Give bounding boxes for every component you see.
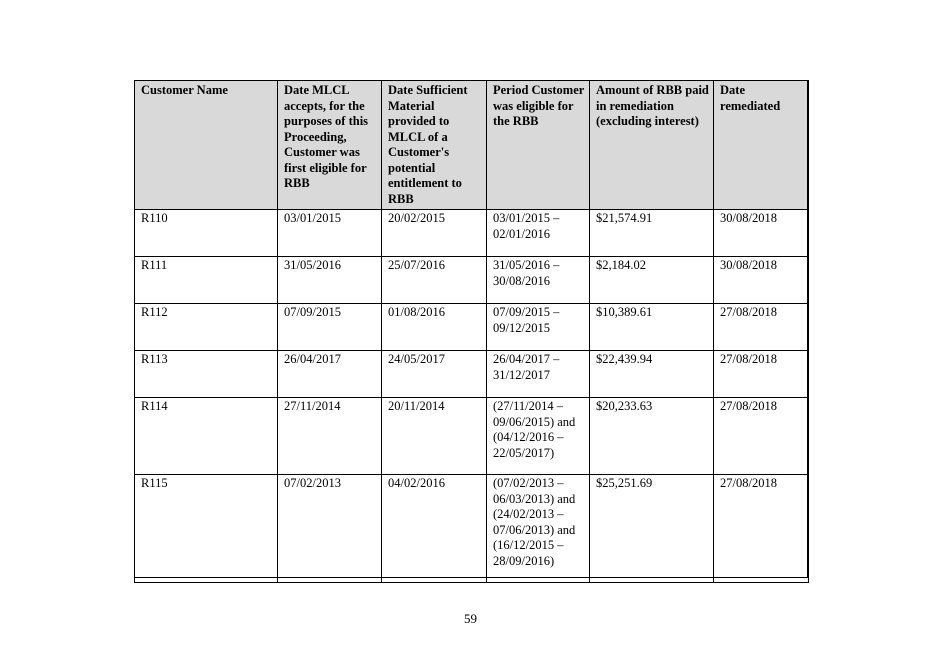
cell-eligibility-period: (27/11/2014 – 09/06/2015) and (04/12/2016 – 22/05/2017): [487, 398, 590, 475]
cell-eligibility-period: 03/01/2015 – 02/01/2016: [487, 210, 590, 257]
cell-sufficient-material-date: 20/11/2014: [382, 398, 487, 475]
table-row: [135, 304, 809, 351]
page-number: 59: [464, 611, 477, 626]
header-amount-paid: Amount of RBB paid in remediation (excluding interest): [590, 81, 714, 210]
table-row: [135, 210, 809, 257]
cell-first-eligible-date: 26/04/2017: [278, 351, 382, 398]
cell-customer-name: R111: [135, 257, 278, 304]
cell-amount-paid: $10,389.61: [590, 304, 714, 351]
cell-first-eligible-date: 07/09/2015: [278, 304, 382, 351]
cell-first-eligible-date: 03/01/2015: [278, 210, 382, 257]
cell-first-eligible-date: 31/05/2016: [278, 257, 382, 304]
cell-amount-paid: $22,439.94: [590, 351, 714, 398]
cell-eligibility-period: (07/02/2013 – 06/03/2013) and (24/02/2013 – 07/06/2013) and (16/12/2015 – 28/09/2016): [487, 475, 590, 583]
cell-amount-paid: $20,233.63: [590, 398, 714, 475]
cell-amount-paid: $2,184.02: [590, 257, 714, 304]
cell-first-eligible-date: 27/11/2014: [278, 398, 382, 475]
remediation-table: [134, 80, 809, 583]
header-sufficient-material-date: Date Sufficient Material provided to MLCL of a Customer's potential entitlement to RBB: [382, 81, 487, 210]
cell-date-remediated: 27/08/2018: [714, 398, 809, 475]
header-date-remediated: Date remediated: [714, 81, 809, 210]
cell-sufficient-material-date: 04/02/2016: [382, 475, 487, 583]
header-customer-name: Customer Name: [135, 81, 278, 210]
table-row: [135, 257, 809, 304]
table-row: [135, 398, 809, 475]
header-first-eligible-date: Date MLCL accepts, for the purposes of this Proceeding, Customer was first eligible for RBB: [278, 81, 382, 210]
cell-sufficient-material-date: 01/08/2016: [382, 304, 487, 351]
cell-amount-paid: $25,251.69: [590, 475, 714, 583]
cell-date-remediated: 30/08/2018: [714, 257, 809, 304]
cell-customer-name: R115: [135, 475, 278, 583]
cell-customer-name: R112: [135, 304, 278, 351]
cell-eligibility-period: 07/09/2015 – 09/12/2015: [487, 304, 590, 351]
cell-eligibility-period: 26/04/2017 – 31/12/2017: [487, 351, 590, 398]
table-header-row: [135, 81, 809, 210]
cell-customer-name: R110: [135, 210, 278, 257]
cell-sufficient-material-date: 24/05/2017: [382, 351, 487, 398]
cell-date-remediated: 27/08/2018: [714, 475, 809, 583]
cell-date-remediated: 27/08/2018: [714, 304, 809, 351]
cell-date-remediated: 27/08/2018: [714, 351, 809, 398]
cell-sufficient-material-date: 25/07/2016: [382, 257, 487, 304]
cell-first-eligible-date: 07/02/2013: [278, 475, 382, 583]
cell-customer-name: R113: [135, 351, 278, 398]
cell-amount-paid: $21,574.91: [590, 210, 714, 257]
table-row: [135, 351, 809, 398]
cell-date-remediated: 30/08/2018: [714, 210, 809, 257]
cell-sufficient-material-date: 20/02/2015: [382, 210, 487, 257]
header-eligibility-period: Period Customer was eligible for the RBB: [487, 81, 590, 210]
cell-eligibility-period: 31/05/2016 – 30/08/2016: [487, 257, 590, 304]
table-row: [135, 475, 809, 583]
cell-customer-name: R114: [135, 398, 278, 475]
